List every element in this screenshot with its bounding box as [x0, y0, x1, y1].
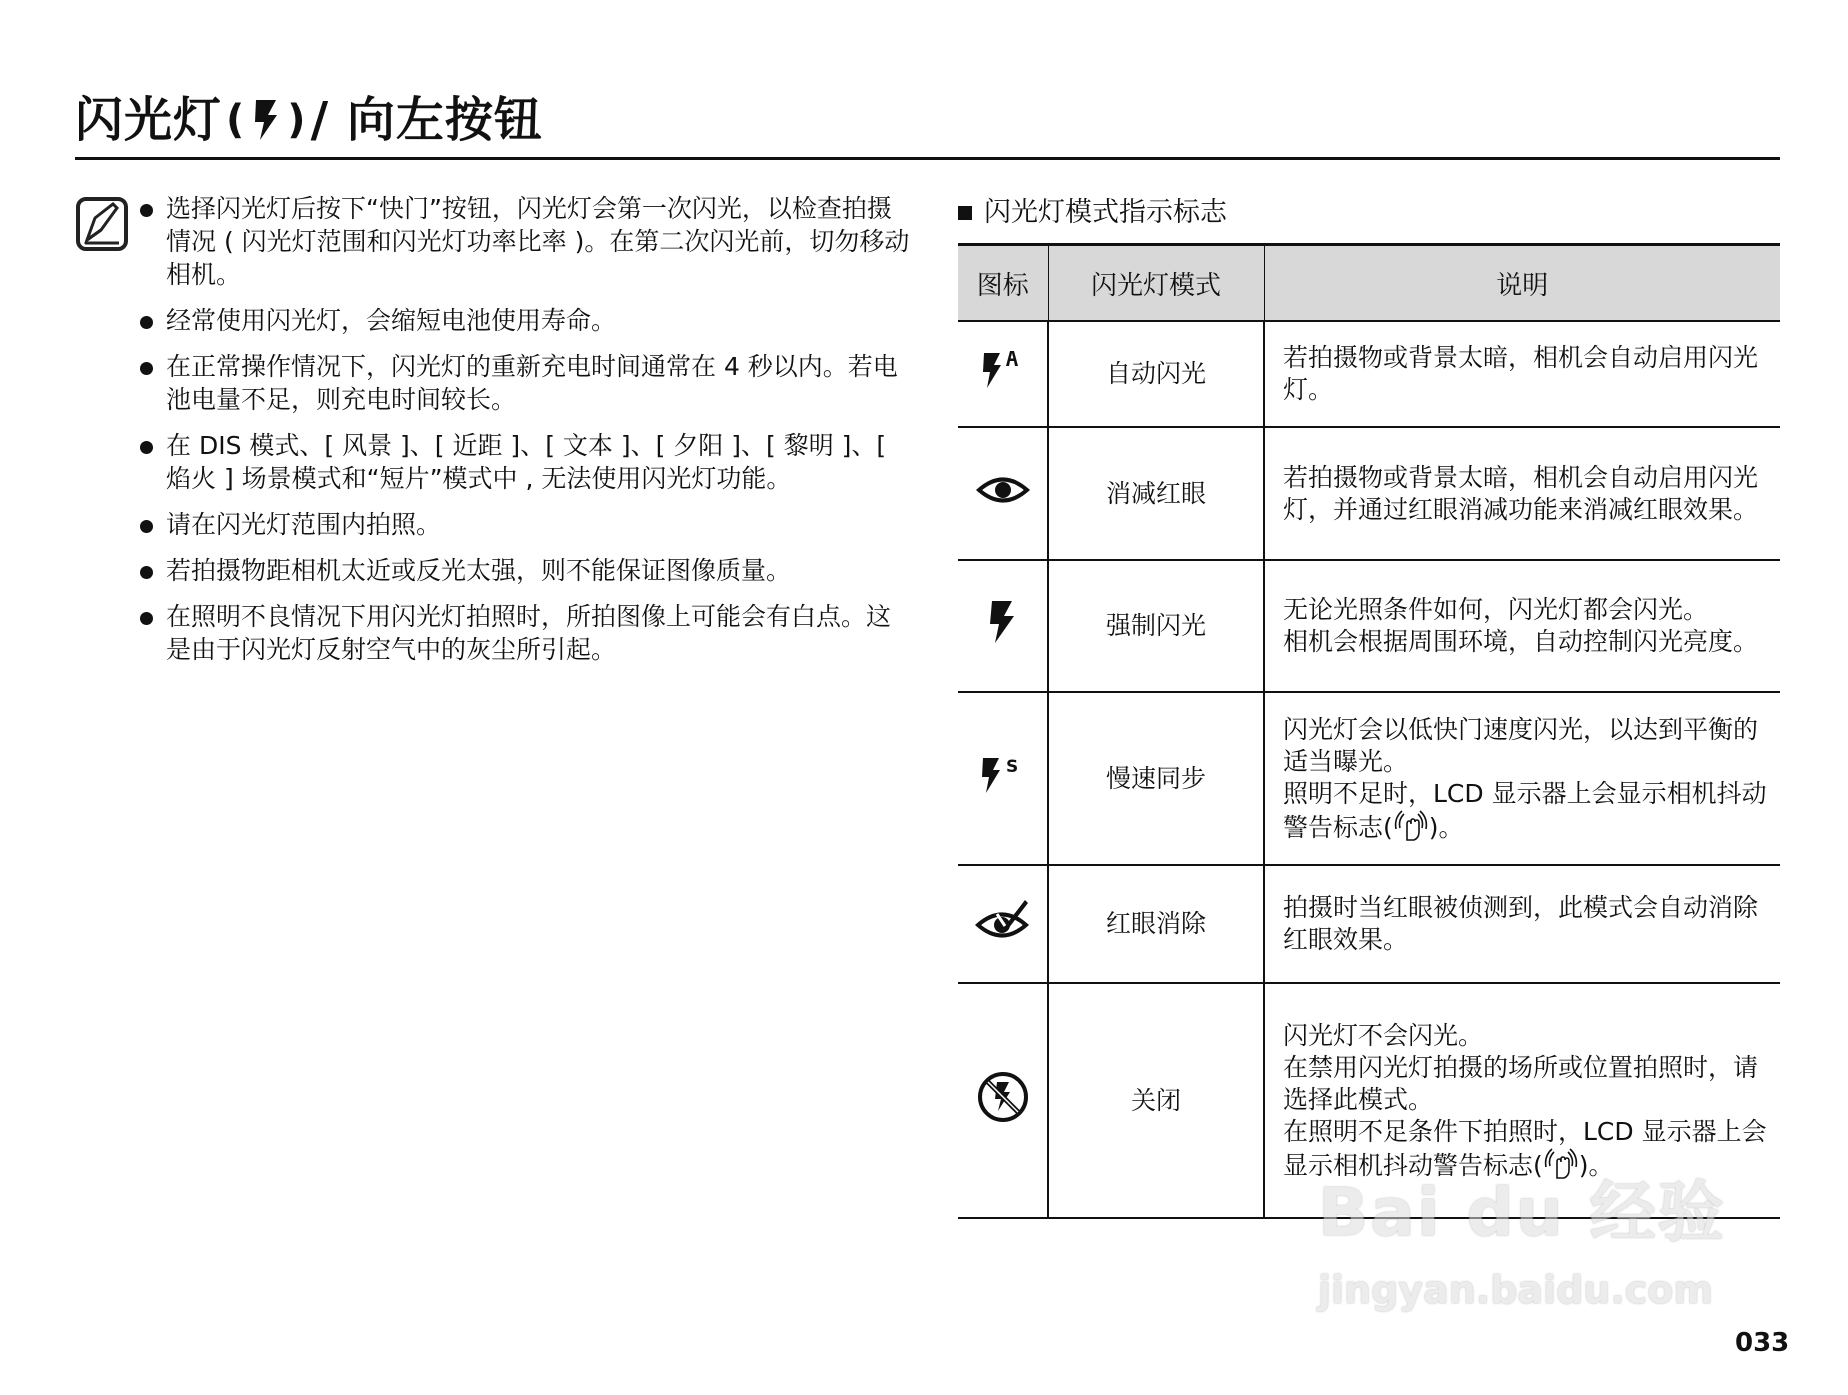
title-paren-close: ) [287, 97, 307, 143]
title-rule [75, 157, 1780, 160]
note-item: 经常使用闪光灯，会缩短电池使用寿命。 [140, 304, 910, 337]
svg-text:S: S [1005, 756, 1018, 777]
flash-mode-table [958, 243, 1780, 1219]
bullet-icon [140, 441, 153, 454]
column-header-desc: 说明 [1264, 245, 1780, 322]
mode-description: 无论光照条件如何，闪光灯都会闪光。 相机会根据周围环境，自动控制闪光亮度。 [1264, 560, 1780, 692]
note-item: 请在闪光灯范围内拍照。 [140, 508, 910, 541]
bullet-icon [140, 362, 153, 375]
camera-shake-warning-icon [1394, 810, 1428, 842]
flash-slow-sync-icon [980, 753, 1026, 797]
red-eye-fix-icon [975, 896, 1031, 944]
page-number: 033 [1735, 1328, 1790, 1358]
mode-name: 消减红眼 [1048, 427, 1264, 560]
note-item: 在 DIS 模式、[ 风景 ]、[ 近距 ]、[ 文本 ]、[ 夕阳 ]、[ 黎明 ]、[ 焰火 ] 场景模式和“短片”模式中 , 无法使用闪光灯功能。 [140, 429, 910, 495]
mode-description: 若拍摄物或背景太暗，相机会自动启用闪光灯。 [1264, 321, 1780, 427]
mode-name: 关闭 [1048, 983, 1264, 1218]
bullet-icon [140, 566, 153, 579]
table-row [958, 865, 1780, 983]
column-header-icon: 图标 [958, 245, 1048, 322]
note-item: 若拍摄物距相机太近或反光太强，则不能保证图像质量。 [140, 554, 910, 587]
title-paren-open: ( [226, 97, 246, 143]
bullet-icon [140, 520, 153, 533]
table-header-row [958, 245, 1780, 322]
mode-description: 拍摄时当红眼被侦测到，此模式会自动消除红眼效果。 [1264, 865, 1780, 983]
table-row [958, 983, 1780, 1218]
bullet-icon [140, 316, 153, 329]
note-item: 选择闪光灯后按下“快门”按钮，闪光灯会第一次闪光，以检查拍摄情况 ( 闪光灯范围和闪光灯功率比率 )。在第二次闪光前，切勿移动相机。 [140, 192, 910, 291]
mode-description: 闪光灯不会闪光。 在禁用闪光灯拍摄的场所或位置拍照时，请选择此模式。 在照明不足条件下拍照时，LCD 显示器上会显示相机抖动警告标志( )。 [1264, 983, 1780, 1218]
square-bullet-icon [958, 206, 972, 220]
mode-name: 强制闪光 [1048, 560, 1264, 692]
table-row [958, 560, 1780, 692]
mode-name: 慢速同步 [1048, 692, 1264, 865]
camera-shake-warning-icon [1544, 1148, 1578, 1180]
flash-auto-icon [981, 348, 1025, 392]
mode-description: 若拍摄物或背景太暗，相机会自动启用闪光灯，并通过红眼消减功能来消减红眼效果。 [1264, 427, 1780, 560]
mode-name: 自动闪光 [1048, 321, 1264, 427]
flash-forced-icon [986, 599, 1020, 645]
red-eye-reduction-icon [976, 473, 1030, 507]
watermark-main: Bai du 经验 [1318, 1174, 1726, 1251]
flash-off-icon [976, 1070, 1030, 1124]
note-icon [75, 196, 129, 252]
page-title [75, 92, 543, 148]
table-row [958, 427, 1780, 560]
bullet-icon [140, 204, 153, 217]
mode-name: 红眼消除 [1048, 865, 1264, 983]
table-row [958, 692, 1780, 865]
flash-icon [251, 98, 281, 142]
page-title-rest: / 向左按钮 [310, 92, 543, 148]
watermark-url: jingyan.baidu.com [1318, 1268, 1713, 1312]
note-item: 在正常操作情况下，闪光灯的重新充电时间通常在 4 秒以内。若电池电量不足，则充电时间较长。 [140, 350, 910, 416]
table-row [958, 321, 1780, 427]
mode-description: 闪光灯会以低快门速度闪光，以达到平衡的适当曝光。 照明不足时，LCD 显示器上会显示相机抖动警告标志( )。 [1264, 692, 1780, 865]
section-heading: 闪光灯模式指示标志 [958, 196, 1227, 229]
column-header-mode: 闪光灯模式 [1048, 245, 1264, 322]
note-item: 在照明不良情况下用闪光灯拍照时，所拍图像上可能会有白点。这是由于闪光灯反射空气中的灰尘所引起。 [140, 600, 910, 666]
bullet-icon [140, 612, 153, 625]
notes-list [140, 192, 910, 679]
page-title-main: 闪光灯 [75, 92, 223, 148]
